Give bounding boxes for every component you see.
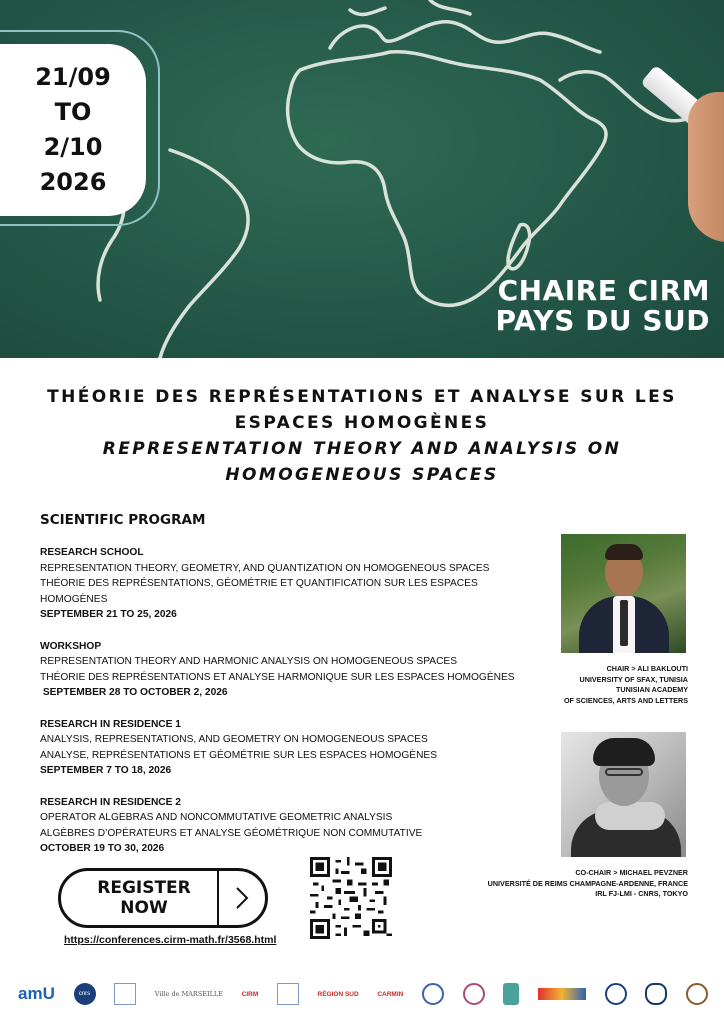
ministry-logo [277,983,299,1005]
institute-logo [114,983,136,1005]
cnrs-logo: cnrs [74,983,96,1005]
date-to: TO [54,98,92,126]
event-dates: OCTOBER 19 TO 30, 2026 [40,843,165,854]
cochair-photo-hair [593,738,655,766]
event-dates: SEPTEMBER 21 TO 25, 2026 [40,609,177,620]
chair-photo-hair [605,544,643,560]
conference-titles [20,384,704,488]
chair-caption-line-2: UNIVERSITY OF SFAX, TUNISIA [579,674,688,684]
event-line-en: ANALYSIS, REPRESENTATIONS, AND GEOMETRY ON HOMOGENEOUS SPACES [40,734,428,745]
chair-photo-tie [620,600,628,646]
cochair-photo [561,732,686,857]
date-start: 21/09 [35,63,111,91]
carmin-logo: CARMIN [377,990,404,998]
chair-caption-line-3: TUNISIAN ACADEMY [615,685,688,694]
hand-illustration [688,92,724,242]
chevron-right-icon [219,886,265,910]
event-line-en: REPRESENTATION THEORY AND HARMONIC ANALYSIS ON HOMOGENEOUS SPACES [40,656,458,667]
cochair-caption-line-1: CO-CHAIR > MICHAEL PEVZNER [575,868,688,877]
qr-code[interactable] [310,857,392,939]
hero-banner [0,0,724,358]
register-link[interactable]: https://conferences.cirm-math.fr/3568.html [64,934,277,946]
partner-green-logo [503,983,519,1005]
date-year: 2026 [39,168,107,196]
hero-title-line-2: PAYS DU SUD [495,304,710,337]
event-line-fr: ANALYSE, REPRÉSENTATIONS ET GÉOMÉTRIE SUR LES ESPACES HOMOGÈNES [40,749,438,761]
scientific-program [40,512,540,873]
event-line-fr: ALGÈBRES D’OPÉRATEURS ET ANALYSE GÉOMÉTRIQUE NON COMMUTATIVE [40,827,423,839]
program-heading: SCIENTIFIC PROGRAM [40,512,206,528]
event-research-residence-2 [40,795,540,857]
event-title: WORKSHOP [40,640,102,652]
event-line-en: REPRESENTATION THEORY, GEOMETRY, AND QUANTIZATION ON HOMOGENEOUS SPACES [40,562,490,574]
chair-caption-line-1: CHAIR > ALI BAKLOUTI [606,664,688,673]
date-card [0,44,146,216]
cochair-photo-scarf [595,802,665,830]
region-sud-logo: RÉGION SUD [317,990,359,998]
event-dates: SEPTEMBER 7 TO 18, 2026 [40,765,172,776]
partner-round-logo [422,983,444,1005]
title-french: THÉORIE DES REPRÉSENTATIONS ET ANALYSE SUR LES ESPACES HOMOGÈNES [47,387,677,433]
event-research-residence-1 [40,717,540,779]
cochair-caption-line-3: IRL FJ-LMI - CNRS, TOKYO [595,889,688,898]
title-english: REPRESENTATION THEORY AND ANALYSIS ON HOMOGENEOUS SPACES [102,439,622,485]
cirm-logo: CIRM [241,990,259,998]
event-title: RESEARCH IN RESIDENCE 1 [40,718,181,730]
hero-title-line-1: CHAIRE CIRM [497,274,710,307]
partner-round-logo-2 [463,983,485,1005]
event-line-fr: THÉORIE DES REPRÉSENTATIONS, GÉOMÉTRIE ET QUANTIFICATION SUR LES ESPACES HOMOGÈNES [40,578,478,605]
university-reims-logo [686,983,708,1005]
register-now-button[interactable] [58,868,268,928]
register-label: REGISTER NOW [97,878,191,918]
event-research-school [40,545,540,623]
cochair-caption-line-2: UNIVERSITÉ DE REIMS CHAMPAGNE-ARDENNE, FRANCE [487,878,688,888]
cochair-photo-glasses [605,768,643,776]
marseille-logo: Ville de MARSEILLE [154,990,223,998]
academy-logo [605,983,627,1005]
event-title: RESEARCH SCHOOL [40,547,144,558]
event-line-en: OPERATOR ALGEBRAS AND NONCOMMUTATIVE GEOMETRIC ANALYSIS [40,812,393,823]
partner-bar-logo [538,988,586,1000]
amu-logo: amU [18,984,55,1003]
chair-caption [508,664,688,706]
hero-title [495,276,710,336]
chair-photo [561,534,686,653]
chair-caption-line-4: OF SCIENCES, ARTS AND LETTERS [563,695,688,705]
cochair-caption [448,868,688,900]
event-line-fr: THÉORIE DES REPRÉSENTATIONS ET ANALYSE HARMONIQUE SUR LES ESPACES HOMOGÈNES [40,671,515,683]
event-workshop [40,639,540,701]
date-end: 2/10 [43,133,103,161]
university-sfax-logo [645,983,667,1005]
event-title: RESEARCH IN RESIDENCE 2 [40,796,181,808]
partner-logos [18,976,708,1012]
event-dates: SEPTEMBER 28 TO OCTOBER 2, 2026 [40,687,228,698]
